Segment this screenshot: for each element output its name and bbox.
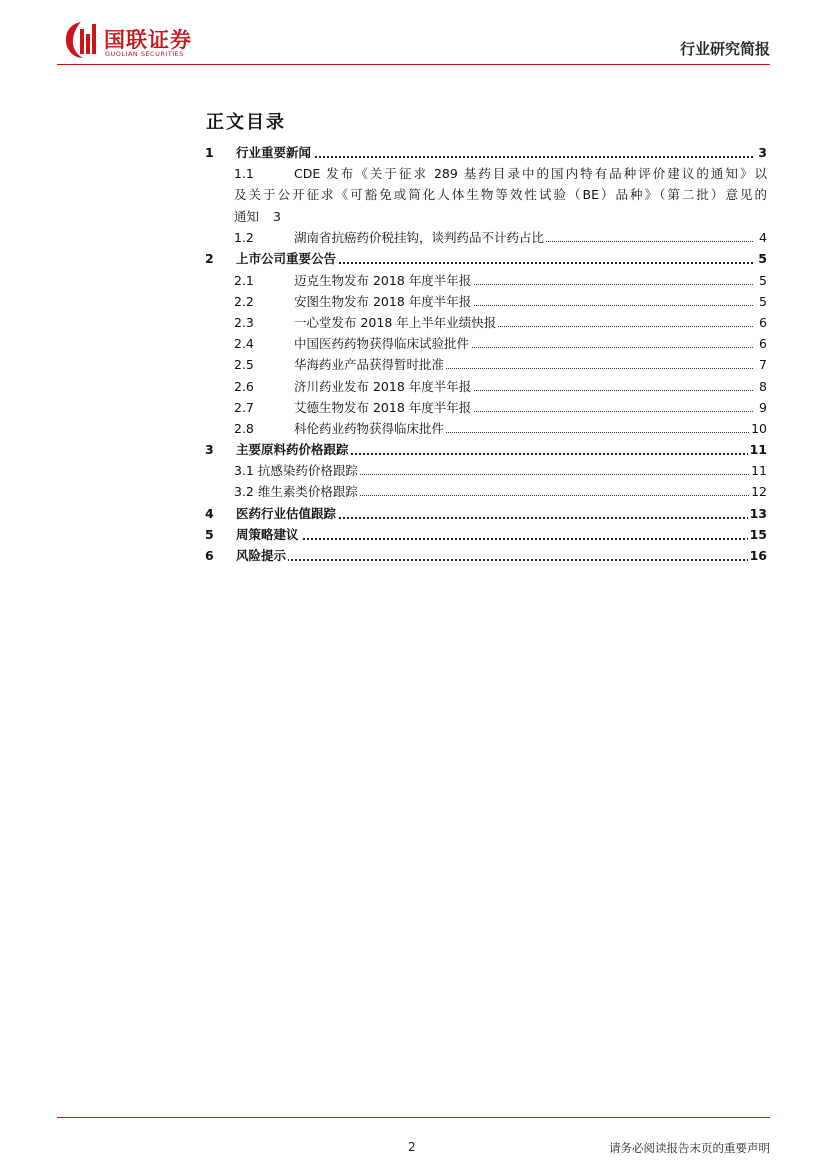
toc-page: 13 [748, 503, 767, 524]
toc-text-line-3 [234, 206, 767, 227]
toc-text-line-2: 及关于公开征求《可豁免或简化人体生物等效性试验（BE）品种》（第二批）意见的 [234, 187, 767, 203]
toc-page: 7 [757, 354, 767, 375]
logo-chinese-name: 国联证券 [104, 28, 192, 52]
toc-page: 5 [756, 248, 767, 269]
toc-number: 2.6 [234, 378, 254, 394]
report-type-title: 行业研究简报 [679, 40, 770, 58]
toc-text: 湖南省抗癌药价税挂钩，谈判药品不计药占比 [294, 227, 546, 248]
logo-english-name: GUOLIAN SECURITIES [105, 50, 184, 58]
toc-page: 16 [748, 545, 767, 566]
toc-text: 周策略建议 [236, 524, 301, 545]
toc-text: 迈克生物发布 2018 年度半年报 [294, 270, 473, 291]
toc-entry-2-4[interactable] [205, 333, 767, 354]
toc-page: 12 [749, 481, 767, 502]
toc-entry-2-5[interactable] [205, 354, 767, 375]
toc-number: 1.1 [234, 166, 254, 182]
toc-page: 5 [757, 291, 767, 312]
toc-entry-2-6[interactable] [205, 376, 767, 397]
toc-page: 3 [273, 208, 281, 224]
toc-number: 1.2 [234, 230, 254, 246]
toc-number: 2.2 [234, 293, 254, 309]
toc-entry-1-2[interactable] [205, 227, 767, 248]
toc-text: 主要原料药价格跟踪 [236, 439, 351, 460]
toc-text: 3.2 维生素类价格跟踪 [234, 481, 360, 502]
toc-number: 2.1 [234, 272, 254, 288]
toc-leader [236, 538, 753, 540]
toc-number: 2.4 [234, 336, 254, 352]
company-logo [57, 20, 217, 62]
toc-entry-2-1[interactable] [205, 270, 767, 291]
header-divider [57, 64, 770, 65]
toc-page: 6 [757, 312, 767, 333]
toc-text: 安图生物发布 2018 年度半年报 [294, 291, 473, 312]
toc-number: 4 [205, 505, 214, 521]
toc-page: 11 [749, 460, 767, 481]
toc-entry-6[interactable] [205, 545, 767, 566]
toc-entry-3[interactable] [205, 439, 767, 460]
toc-entry-1[interactable] [205, 142, 767, 163]
footer-divider [57, 1117, 770, 1118]
toc-number: 3 [205, 442, 214, 458]
toc-page: 9 [757, 397, 767, 418]
toc-number: 6 [205, 548, 214, 563]
toc-text: 华海药业产品获得暂时批准 [294, 354, 446, 375]
table-of-contents [205, 142, 767, 566]
toc-entry-3-1[interactable] [205, 460, 767, 481]
toc-entry-2[interactable] [205, 248, 767, 269]
toc-entry-2-2[interactable] [205, 291, 767, 312]
toc-entry-2-7[interactable] [205, 397, 767, 418]
toc-page: 6 [757, 333, 767, 354]
toc-heading: 正文目录 [206, 112, 286, 133]
toc-text: 济川药业发布 2018 年度半年报 [294, 376, 473, 397]
toc-leader [236, 559, 753, 561]
page-header [57, 18, 770, 64]
toc-entry-2-8[interactable] [205, 418, 767, 439]
toc-text: 艾德生物发布 2018 年度半年报 [294, 397, 473, 418]
toc-page: 5 [757, 270, 767, 291]
toc-text: 一心堂发布 2018 年上半年业绩快报 [294, 312, 498, 333]
toc-number: 2.8 [234, 420, 254, 436]
toc-text: 科伦药业药物获得临床批件 [294, 418, 446, 439]
toc-number: 2 [205, 251, 214, 267]
footer-disclaimer: 请务必阅读报告末页的重要声明 [609, 1141, 770, 1155]
page-number: 2 [408, 1140, 416, 1154]
toc-page: 11 [748, 439, 767, 460]
toc-entry-3-2[interactable] [205, 481, 767, 502]
toc-text: 3.1 抗感染药价格跟踪 [234, 460, 360, 481]
toc-text-line-1: CDE 发布《关于征求 289 基药目录中的国内特有品种评价建议的通知》以 [294, 166, 767, 182]
toc-entry-5[interactable] [205, 524, 767, 545]
toc-text: 行业重要新闻 [236, 142, 313, 163]
toc-page: 15 [748, 524, 767, 545]
toc-entry-2-3[interactable] [205, 312, 767, 333]
toc-number: 2.7 [234, 399, 254, 415]
toc-text: 中国医药药物获得临床试验批件 [294, 333, 471, 354]
toc-number: 2.5 [234, 357, 254, 373]
toc-entry-1-1[interactable] [205, 163, 767, 227]
toc-page: 10 [749, 418, 767, 439]
toc-number: 2.3 [234, 314, 254, 330]
toc-page: 8 [757, 376, 767, 397]
toc-text: 风险提示 [236, 545, 288, 566]
toc-text: 医药行业估值跟踪 [236, 503, 338, 524]
toc-text: 上市公司重要公告 [236, 248, 338, 269]
toc-leader [236, 156, 753, 158]
toc-page: 4 [757, 227, 767, 248]
toc-text: 通知 [234, 208, 260, 224]
toc-number: 1 [205, 145, 214, 160]
toc-number: 5 [205, 526, 214, 542]
toc-page: 3 [756, 142, 767, 163]
logo-emblem-icon [63, 20, 99, 60]
toc-entry-4[interactable] [205, 503, 767, 524]
